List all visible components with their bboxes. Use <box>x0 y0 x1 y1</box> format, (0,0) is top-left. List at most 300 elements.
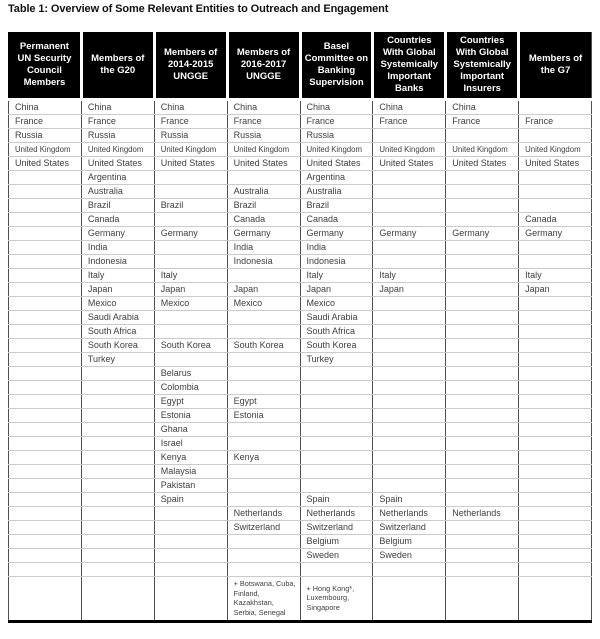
table-row <box>9 241 592 255</box>
country-cell: United States <box>373 157 446 171</box>
country-cell <box>9 367 82 381</box>
additional-members-cell: + Botswana, Cuba, Finland, Kazakhstan, Serbia, Senegal <box>227 577 300 622</box>
entities-table <box>8 32 592 623</box>
country-cell: Canada <box>227 213 300 227</box>
country-cell: South Korea <box>227 339 300 353</box>
country-cell: Canada <box>81 213 154 227</box>
country-cell <box>9 465 82 479</box>
country-cell <box>373 451 446 465</box>
country-cell <box>446 367 519 381</box>
country-cell <box>81 535 154 549</box>
country-cell <box>227 493 300 507</box>
country-cell: Malaysia <box>154 465 227 479</box>
country-cell <box>373 465 446 479</box>
country-cell: Brazil <box>227 199 300 213</box>
country-cell: Italy <box>81 269 154 283</box>
country-cell <box>154 549 227 563</box>
country-cell <box>519 521 592 535</box>
country-cell <box>446 535 519 549</box>
additional-members-cell <box>519 577 592 622</box>
table-row <box>9 325 592 339</box>
country-cell <box>519 339 592 353</box>
country-cell: Japan <box>154 283 227 297</box>
country-cell: Canada <box>300 213 373 227</box>
table-row <box>9 255 592 269</box>
table-row <box>9 465 592 479</box>
country-cell: Brazil <box>300 199 373 213</box>
table-header <box>9 32 592 100</box>
country-cell <box>446 409 519 423</box>
country-cell: United Kingdom <box>446 143 519 157</box>
column-header: Members of the G7 <box>519 32 592 100</box>
country-cell <box>9 507 82 521</box>
country-cell <box>373 409 446 423</box>
country-cell <box>154 213 227 227</box>
table-row <box>9 395 592 409</box>
country-cell: Germany <box>227 227 300 241</box>
table-row <box>9 115 592 129</box>
country-cell <box>446 129 519 143</box>
country-cell <box>519 199 592 213</box>
country-cell: China <box>446 100 519 115</box>
country-cell <box>373 199 446 213</box>
column-header: Members of the G20 <box>81 32 154 100</box>
country-cell: Italy <box>154 269 227 283</box>
country-cell: Estonia <box>154 409 227 423</box>
country-cell: Belarus <box>154 367 227 381</box>
country-cell: United States <box>154 157 227 171</box>
country-cell: Brazil <box>81 199 154 213</box>
country-cell <box>300 465 373 479</box>
country-cell: United Kingdom <box>154 143 227 157</box>
country-cell <box>81 395 154 409</box>
country-cell <box>9 409 82 423</box>
country-cell: Indonesia <box>300 255 373 269</box>
country-cell <box>9 437 82 451</box>
additional-members-cell <box>81 577 154 622</box>
country-cell: Netherlands <box>300 507 373 521</box>
country-cell: Japan <box>373 283 446 297</box>
country-cell: Germany <box>81 227 154 241</box>
country-cell <box>81 381 154 395</box>
country-cell: Netherlands <box>227 507 300 521</box>
country-cell <box>446 269 519 283</box>
table-row <box>9 423 592 437</box>
country-cell <box>9 535 82 549</box>
country-cell <box>519 311 592 325</box>
table-row <box>9 563 592 577</box>
country-cell <box>373 479 446 493</box>
country-cell <box>154 563 227 577</box>
country-cell: Mexico <box>154 297 227 311</box>
country-cell <box>519 465 592 479</box>
table-row <box>9 451 592 465</box>
country-cell: Pakistan <box>154 479 227 493</box>
table-row <box>9 199 592 213</box>
country-cell: Egypt <box>154 395 227 409</box>
country-cell: France <box>446 115 519 129</box>
country-cell <box>519 479 592 493</box>
country-cell: Spain <box>373 493 446 507</box>
country-cell: Australia <box>300 185 373 199</box>
country-cell <box>227 311 300 325</box>
country-cell <box>519 129 592 143</box>
country-cell: Turkey <box>300 353 373 367</box>
country-cell <box>519 241 592 255</box>
table-row <box>9 409 592 423</box>
header-row <box>9 32 592 100</box>
country-cell <box>446 297 519 311</box>
country-cell: Egypt <box>227 395 300 409</box>
country-cell <box>373 423 446 437</box>
country-cell <box>446 185 519 199</box>
country-cell <box>300 451 373 465</box>
country-cell: Kenya <box>227 451 300 465</box>
country-cell <box>373 395 446 409</box>
country-cell: Russia <box>154 129 227 143</box>
country-cell <box>81 563 154 577</box>
country-cell <box>81 507 154 521</box>
country-cell <box>373 171 446 185</box>
country-cell <box>227 479 300 493</box>
country-cell <box>300 479 373 493</box>
country-cell: Mexico <box>300 297 373 311</box>
country-cell: Italy <box>373 269 446 283</box>
country-cell <box>446 437 519 451</box>
country-cell: South Africa <box>300 325 373 339</box>
country-cell: Kenya <box>154 451 227 465</box>
country-cell: Mexico <box>227 297 300 311</box>
country-cell <box>227 353 300 367</box>
country-cell <box>300 409 373 423</box>
country-cell: Germany <box>373 227 446 241</box>
country-cell: Colombia <box>154 381 227 395</box>
country-cell: Sweden <box>300 549 373 563</box>
country-cell <box>227 563 300 577</box>
country-cell <box>9 423 82 437</box>
country-cell <box>227 549 300 563</box>
country-cell <box>446 353 519 367</box>
country-cell: Saudi Arabia <box>300 311 373 325</box>
column-header: Members of 2016-2017 UNGGE <box>227 32 300 100</box>
country-cell <box>154 353 227 367</box>
country-cell <box>81 465 154 479</box>
country-cell <box>519 409 592 423</box>
country-cell <box>446 255 519 269</box>
country-cell <box>154 171 227 185</box>
country-cell: South Africa <box>81 325 154 339</box>
country-cell <box>154 185 227 199</box>
table-row <box>9 129 592 143</box>
country-cell <box>9 297 82 311</box>
country-cell: Italy <box>519 269 592 283</box>
country-cell: Japan <box>227 283 300 297</box>
country-cell <box>81 479 154 493</box>
table-row <box>9 521 592 535</box>
table-row <box>9 311 592 325</box>
country-cell <box>373 437 446 451</box>
country-cell <box>446 213 519 227</box>
country-cell <box>519 451 592 465</box>
country-cell: Germany <box>154 227 227 241</box>
country-cell: Russia <box>9 129 82 143</box>
country-cell <box>9 395 82 409</box>
country-cell <box>519 395 592 409</box>
country-cell <box>446 521 519 535</box>
country-cell <box>373 339 446 353</box>
country-cell <box>519 549 592 563</box>
country-cell <box>300 437 373 451</box>
country-cell: United Kingdom <box>373 143 446 157</box>
country-cell <box>154 311 227 325</box>
country-cell <box>300 395 373 409</box>
additional-members-cell: + Hong Kong*, Luxembourg, Singapore <box>300 577 373 622</box>
country-cell <box>154 521 227 535</box>
country-cell <box>519 381 592 395</box>
country-cell <box>446 311 519 325</box>
country-cell: United Kingdom <box>81 143 154 157</box>
country-cell: Russia <box>227 129 300 143</box>
country-cell <box>9 339 82 353</box>
country-cell <box>9 213 82 227</box>
country-cell: Belgium <box>300 535 373 549</box>
additional-members-cell <box>9 577 82 622</box>
country-cell: United States <box>446 157 519 171</box>
country-cell <box>300 381 373 395</box>
country-cell <box>446 423 519 437</box>
country-cell: United Kingdom <box>300 143 373 157</box>
country-cell <box>9 171 82 185</box>
country-cell <box>519 325 592 339</box>
country-cell: France <box>154 115 227 129</box>
country-cell: Argentina <box>81 171 154 185</box>
country-cell: France <box>9 115 82 129</box>
country-cell <box>519 353 592 367</box>
country-cell <box>9 549 82 563</box>
country-cell: United Kingdom <box>9 143 82 157</box>
table-body <box>9 100 592 622</box>
table-row <box>9 507 592 521</box>
country-cell <box>227 269 300 283</box>
country-cell: India <box>227 241 300 255</box>
country-cell: United States <box>227 157 300 171</box>
country-cell <box>9 381 82 395</box>
country-cell <box>9 325 82 339</box>
country-cell: Spain <box>300 493 373 507</box>
country-cell <box>373 381 446 395</box>
table-row <box>9 185 592 199</box>
country-cell: Russia <box>81 129 154 143</box>
table-row <box>9 549 592 563</box>
country-cell: United Kingdom <box>519 143 592 157</box>
country-cell: India <box>81 241 154 255</box>
country-cell: Australia <box>81 185 154 199</box>
column-header: Countries With Global Systemically Important Banks <box>373 32 446 100</box>
country-cell <box>373 185 446 199</box>
table-row <box>9 227 592 241</box>
table-row <box>9 437 592 451</box>
country-cell <box>81 549 154 563</box>
country-cell: United States <box>300 157 373 171</box>
country-cell: France <box>519 115 592 129</box>
country-cell: Indonesia <box>227 255 300 269</box>
country-cell <box>446 465 519 479</box>
additional-members-cell <box>373 577 446 622</box>
table-row <box>9 535 592 549</box>
country-cell <box>81 451 154 465</box>
country-cell <box>81 437 154 451</box>
country-cell: Spain <box>154 493 227 507</box>
country-cell: Switzerland <box>227 521 300 535</box>
country-cell: Israel <box>154 437 227 451</box>
country-cell: Australia <box>227 185 300 199</box>
table-row <box>9 381 592 395</box>
country-cell: China <box>373 100 446 115</box>
table-row <box>9 339 592 353</box>
country-cell <box>9 199 82 213</box>
country-cell <box>373 255 446 269</box>
country-cell <box>227 437 300 451</box>
country-cell <box>227 423 300 437</box>
country-cell <box>9 493 82 507</box>
country-cell <box>519 535 592 549</box>
country-cell <box>519 255 592 269</box>
country-cell <box>373 213 446 227</box>
country-cell <box>373 297 446 311</box>
country-cell <box>9 311 82 325</box>
country-cell: Italy <box>300 269 373 283</box>
country-cell: Russia <box>300 129 373 143</box>
country-cell: Canada <box>519 213 592 227</box>
country-cell: France <box>373 115 446 129</box>
country-cell: Switzerland <box>373 521 446 535</box>
country-cell <box>519 171 592 185</box>
country-cell <box>9 563 82 577</box>
table-row <box>9 213 592 227</box>
country-cell: South Korea <box>154 339 227 353</box>
table-row <box>9 297 592 311</box>
country-cell <box>81 493 154 507</box>
country-cell: India <box>300 241 373 255</box>
table-caption: Table 1: Overview of Some Relevant Entities to Outreach and Engagement <box>8 3 389 15</box>
table-row <box>9 143 592 157</box>
column-header: Permanent UN Security Council Members <box>9 32 82 100</box>
country-cell <box>81 367 154 381</box>
country-cell: China <box>154 100 227 115</box>
country-cell: France <box>300 115 373 129</box>
country-cell <box>227 465 300 479</box>
country-cell <box>81 409 154 423</box>
country-cell <box>519 563 592 577</box>
country-cell <box>446 283 519 297</box>
country-cell <box>154 507 227 521</box>
country-cell <box>81 423 154 437</box>
table-row <box>9 479 592 493</box>
column-header: Members of 2014-2015 UNGGE <box>154 32 227 100</box>
country-cell <box>373 129 446 143</box>
country-cell: Netherlands <box>373 507 446 521</box>
country-cell: China <box>81 100 154 115</box>
table-row <box>9 157 592 171</box>
country-cell <box>154 325 227 339</box>
country-cell <box>9 241 82 255</box>
country-cell: Ghana <box>154 423 227 437</box>
country-cell <box>446 339 519 353</box>
country-cell <box>9 283 82 297</box>
country-cell <box>373 241 446 255</box>
country-cell: United States <box>9 157 82 171</box>
country-cell <box>519 493 592 507</box>
country-cell <box>519 423 592 437</box>
country-cell: Indonesia <box>81 255 154 269</box>
country-cell <box>227 535 300 549</box>
additional-members-row <box>9 577 592 622</box>
country-cell: South Korea <box>81 339 154 353</box>
country-cell <box>373 325 446 339</box>
country-cell <box>9 185 82 199</box>
country-cell <box>81 521 154 535</box>
country-cell <box>154 241 227 255</box>
country-cell <box>373 367 446 381</box>
country-cell <box>300 367 373 381</box>
country-cell: Japan <box>519 283 592 297</box>
table-row <box>9 269 592 283</box>
column-header: Countries With Global Systemically Important Insurers <box>446 32 519 100</box>
country-cell <box>446 549 519 563</box>
country-cell <box>154 535 227 549</box>
country-cell: Sweden <box>373 549 446 563</box>
country-cell: France <box>81 115 154 129</box>
country-cell <box>446 241 519 255</box>
country-cell <box>446 563 519 577</box>
table-row <box>9 367 592 381</box>
table-row <box>9 353 592 367</box>
country-cell <box>446 395 519 409</box>
column-header: Basel Committee on Banking Supervision <box>300 32 373 100</box>
country-cell <box>154 255 227 269</box>
country-cell: Japan <box>81 283 154 297</box>
country-cell <box>9 227 82 241</box>
country-cell: Saudi Arabia <box>81 311 154 325</box>
country-cell <box>446 381 519 395</box>
country-cell <box>373 311 446 325</box>
country-cell: South Korea <box>300 339 373 353</box>
additional-members-cell <box>446 577 519 622</box>
country-cell <box>519 185 592 199</box>
country-cell <box>227 325 300 339</box>
country-cell <box>227 381 300 395</box>
country-cell: Germany <box>300 227 373 241</box>
country-cell: China <box>300 100 373 115</box>
country-cell <box>373 563 446 577</box>
country-cell <box>446 451 519 465</box>
country-cell: Germany <box>446 227 519 241</box>
country-cell <box>519 100 592 115</box>
country-cell: Japan <box>300 283 373 297</box>
country-cell <box>300 423 373 437</box>
country-cell <box>300 563 373 577</box>
country-cell <box>9 255 82 269</box>
country-cell: Argentina <box>300 171 373 185</box>
country-cell <box>9 269 82 283</box>
country-cell: Switzerland <box>300 521 373 535</box>
country-cell <box>9 353 82 367</box>
country-cell: China <box>9 100 82 115</box>
country-cell <box>9 451 82 465</box>
country-cell <box>9 479 82 493</box>
additional-members-cell <box>154 577 227 622</box>
country-cell <box>519 297 592 311</box>
